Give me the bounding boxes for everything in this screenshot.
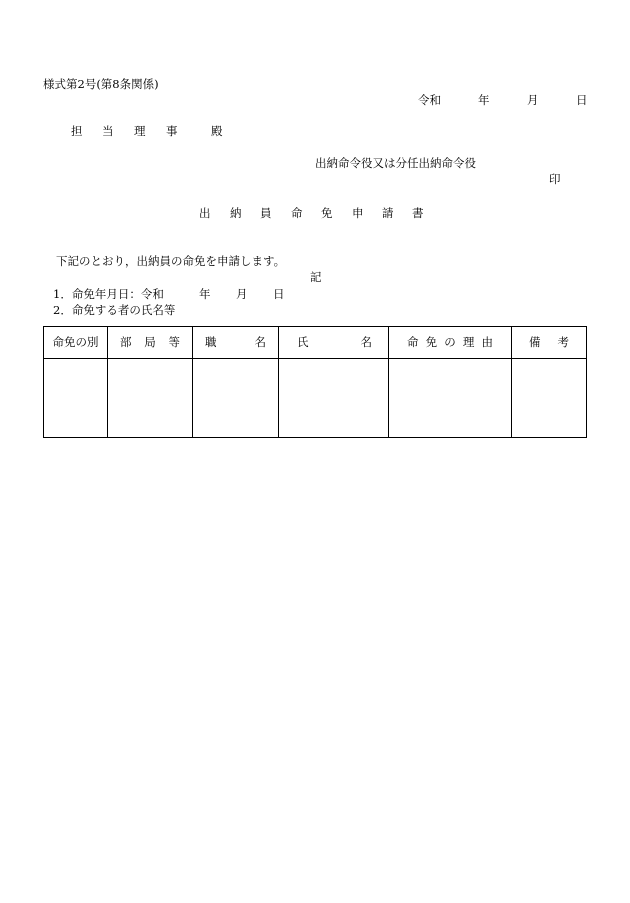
cell-remarks[interactable] (512, 359, 587, 438)
doc-title-7: 請 (382, 206, 394, 220)
intro-text: 下記のとおり，出納員の命免を申請します。 (56, 254, 286, 268)
date-year: 年 (478, 93, 490, 107)
table-row (44, 359, 587, 438)
header-type: 命免の別 (44, 327, 108, 359)
header-position: 職 名 (193, 327, 279, 359)
ki-mark: 記 (310, 270, 322, 284)
header-name: 氏 名 (279, 327, 389, 359)
header-remarks: 備 考 (512, 327, 587, 359)
addressee-1: 担 (71, 124, 83, 138)
cell-type[interactable] (44, 359, 108, 438)
doc-title-1: 出 (199, 206, 211, 220)
seal-mark: 印 (549, 172, 561, 186)
item1-label: 1．命免年月日：令和 (53, 287, 164, 301)
doc-title-6: 申 (352, 206, 364, 220)
item1-day: 日 (273, 287, 285, 301)
cell-reason[interactable] (389, 359, 512, 438)
doc-title-3: 員 (260, 206, 272, 220)
form-id: 様式第2号(第8条関係) (43, 77, 159, 91)
applicant-title: 出納命令役又は分任出納命令役 (315, 156, 476, 170)
doc-title-8: 書 (412, 206, 424, 220)
header-reason: 命 免 の 理 由 (389, 327, 512, 359)
date-month: 月 (527, 93, 539, 107)
doc-title-5: 免 (321, 206, 333, 220)
cell-name[interactable] (279, 359, 389, 438)
addressee-2: 当 (102, 124, 114, 138)
date-day: 日 (576, 93, 588, 107)
item1-year: 年 (199, 287, 211, 301)
cell-position[interactable] (193, 359, 279, 438)
item2-label: 2．命免する者の氏名等 (53, 303, 176, 317)
personnel-table (43, 326, 587, 438)
addressee-4: 事 (166, 124, 178, 138)
cell-department[interactable] (108, 359, 193, 438)
header-department: 部 局 等 (108, 327, 193, 359)
addressee-3: 理 (134, 124, 146, 138)
item1-month: 月 (236, 287, 248, 301)
date-era: 令和 (418, 93, 441, 107)
table-header-row (44, 327, 587, 359)
addressee-honorific: 殿 (211, 124, 223, 138)
doc-title-2: 納 (230, 206, 242, 220)
doc-title-4: 命 (291, 206, 303, 220)
